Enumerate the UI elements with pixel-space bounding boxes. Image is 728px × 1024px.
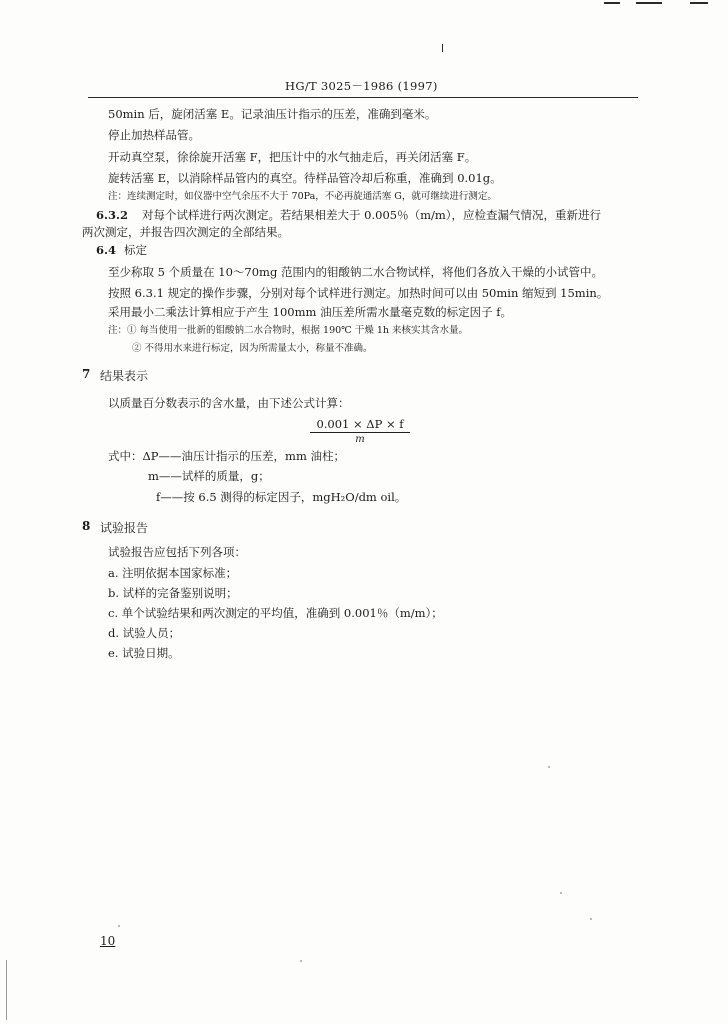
scan-speck xyxy=(560,892,562,894)
scan-speck xyxy=(300,960,302,962)
section-title: 标定 xyxy=(124,243,147,257)
list-item: c. 单个试验结果和两次测定的平均值，准确到 0.001％（m/m）； xyxy=(108,606,443,620)
section-number: 6.3.2 xyxy=(96,208,129,222)
page-number: 10 xyxy=(100,934,116,948)
definition: m——试样的质量，g； xyxy=(148,469,270,483)
scan-mark-top-1 xyxy=(604,2,620,4)
text-line: 试验报告应包括下列各项： xyxy=(108,545,246,559)
note: 注：① 每当使用一批新的钼酸钠二水合物时，根据 190℃ 干燥 1h 来核实其含水量。 xyxy=(108,325,469,336)
section-number: 8 xyxy=(82,519,91,533)
text-line: 按照 6.3.1 规定的操作步骤，分别对每个试样进行测定。加热时间可以由 50min 缩短到 15min。 xyxy=(108,286,609,300)
formula xyxy=(310,417,410,447)
scan-speck xyxy=(590,918,592,920)
text-line: 采用最小二乘法计算相应于产生 100mm 油压差所需水量毫克数的标定因子 f。 xyxy=(108,305,512,319)
formula-denominator: m xyxy=(355,434,365,445)
scan-mark-tick xyxy=(442,44,443,52)
scan-mark-top-2 xyxy=(636,2,662,4)
text-line: 开动真空泵，徐徐旋开活塞 F，把压计中的水气抽走后，再关闭活塞 F。 xyxy=(108,150,477,164)
section-title: 结果表示 xyxy=(100,369,149,383)
text-line: 50min 后，旋闭活塞 E。记录油压计指示的压差，准确到毫米。 xyxy=(108,107,437,121)
list-item: a. 注明依据本国家标准； xyxy=(108,566,238,580)
definition: f——按 6.5 测得的标定因子，mgH₂O/dm oil。 xyxy=(156,490,407,504)
standard-header: HG/T 3025－1986 (1997) xyxy=(285,79,438,93)
text-line: 以质量百分数表示的含水量，由下述公式计算： xyxy=(108,396,350,410)
section-number: 6.4 xyxy=(96,243,117,257)
scan-speck xyxy=(548,766,550,768)
text-line: 对每个试样进行两次测定。若结果相差大于 0.005％（m/m），应检查漏气情况，重新进行 xyxy=(142,208,602,222)
header-rule xyxy=(88,97,638,98)
text-line: 至少称取 5 个质量在 10～70mg 范围内的钼酸钠二水合物试样，将他们各放入干燥的小试管中。 xyxy=(108,265,603,279)
scan-speck xyxy=(118,925,120,927)
section-title: 试验报告 xyxy=(100,521,149,535)
text-line: 停止加热样品管。 xyxy=(108,128,200,142)
definition: 式中：ΔP——油压计指示的压差，mm 油柱； xyxy=(108,449,346,463)
text-line: 两次测定，并报告四次测定的全部结果。 xyxy=(82,225,289,239)
scan-mark-left xyxy=(6,960,7,1020)
formula-numerator: 0.001 × ΔP × f xyxy=(310,417,410,433)
scan-mark-top-3 xyxy=(690,2,708,4)
list-item: b. 试样的完备鉴别说明； xyxy=(108,586,238,600)
text-line: 旋转活塞 E，以消除样品管内的真空。待样品管冷却后称重，准确到 0.01g。 xyxy=(108,171,502,185)
list-item: d. 试验人员； xyxy=(108,626,181,640)
note: ② 不得用水来进行标定，因为所需量太小，称量不准确。 xyxy=(132,343,373,354)
note: 注：连续测定时，如仪器中空气余压不大于 70Pa，不必再旋通活塞 G，就可继续进行测定。 xyxy=(108,191,497,202)
list-item: e. 试验日期。 xyxy=(108,646,180,660)
section-number: 7 xyxy=(82,367,91,381)
